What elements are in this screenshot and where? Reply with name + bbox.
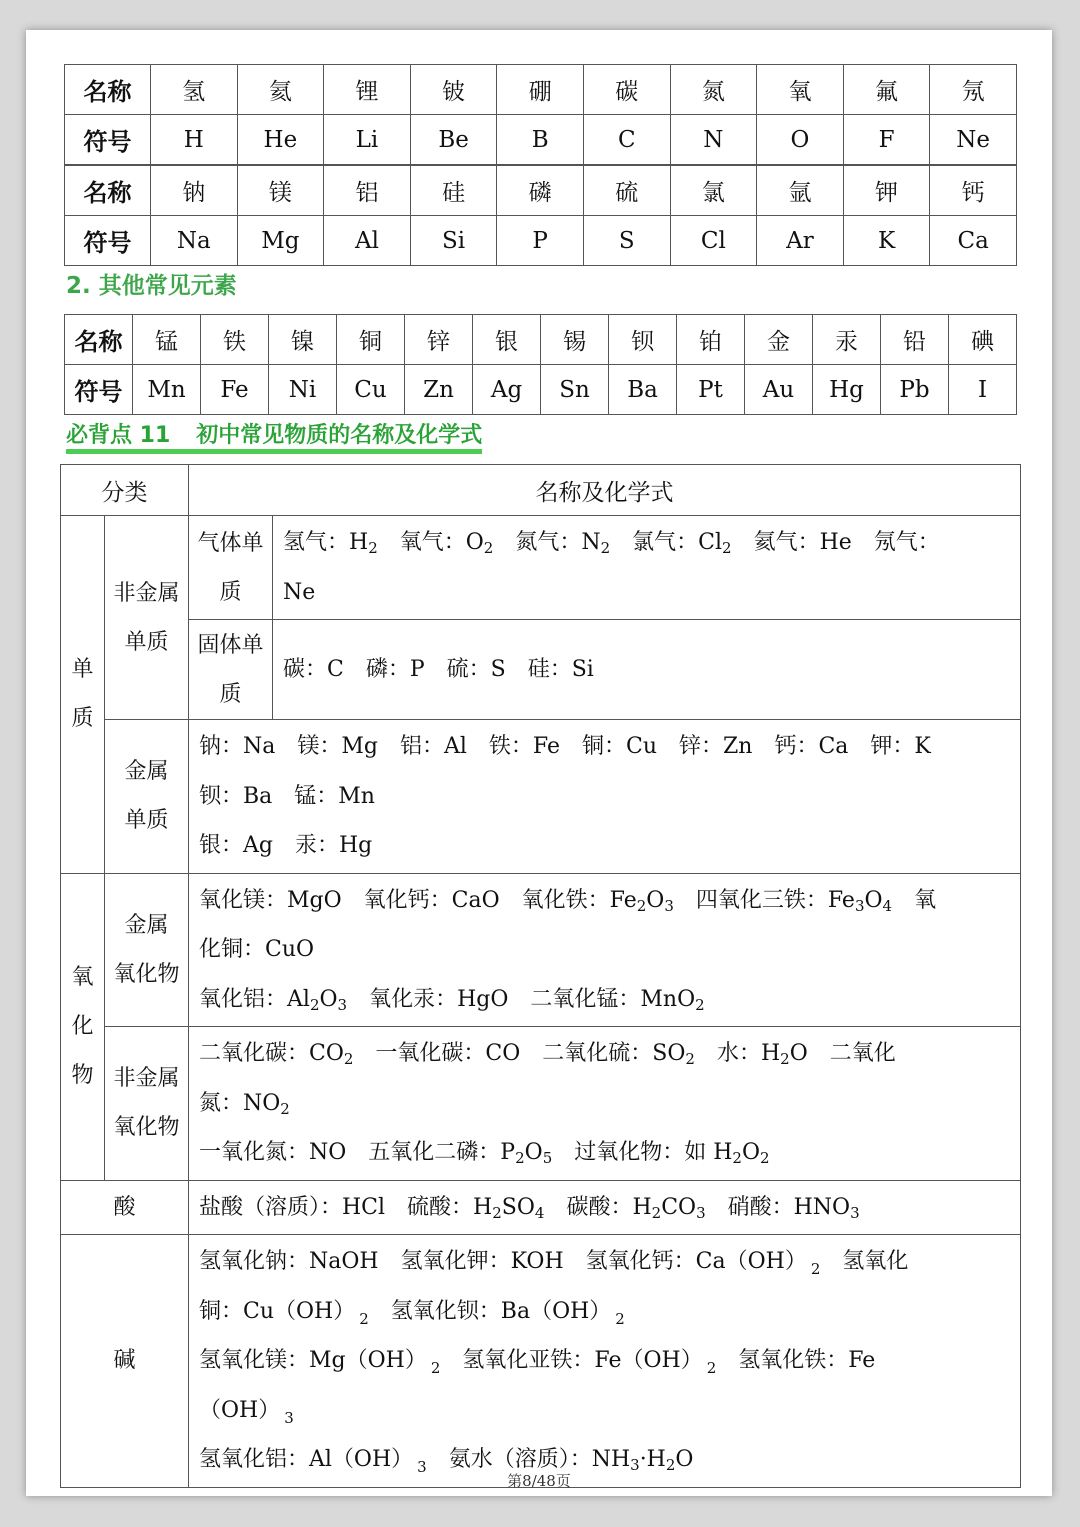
row-label: 名称 xyxy=(65,315,133,365)
subscript: 2 xyxy=(600,539,611,557)
formula-text: 氢氧化镁：Mg（OH） xyxy=(199,1348,427,1373)
formula-line xyxy=(199,1079,1010,1129)
formula-line xyxy=(199,1128,1010,1178)
element-cell: Zn xyxy=(405,365,473,415)
substance-table xyxy=(60,464,1021,1488)
heading-title: 初中常见物质的名称及化学式 xyxy=(196,423,483,448)
element-cell: Pb xyxy=(881,365,949,415)
formula-text: 氢氧化铁：Fe xyxy=(716,1348,876,1373)
element-cell: 钠 xyxy=(151,165,238,216)
element-cell: 铜 xyxy=(337,315,405,365)
formula-line xyxy=(199,1237,1010,1287)
formula-line xyxy=(199,1029,1010,1079)
element-cell: Al xyxy=(324,216,411,266)
subscript: 2 xyxy=(492,1203,502,1222)
subscript: 2 xyxy=(695,995,705,1014)
formula-text: O xyxy=(524,1140,543,1165)
element-row xyxy=(65,65,1017,115)
element-cell: 镁 xyxy=(237,165,324,216)
element-cell: N xyxy=(670,115,757,166)
element-cell: Fe xyxy=(201,365,269,415)
formula-text: CO xyxy=(661,1194,697,1220)
element-cell: Si xyxy=(410,216,497,266)
element-cell: 银 xyxy=(473,315,541,365)
category-nonmetal-oxide: 非金属 氧化物 xyxy=(105,1027,189,1181)
formula-text: O xyxy=(741,1140,761,1165)
element-cell: 硅 xyxy=(410,165,497,216)
element-cell: Au xyxy=(745,365,813,415)
formula-text: O 二氧化 xyxy=(789,1041,896,1066)
element-row xyxy=(65,315,1017,365)
element-cell: 氯 xyxy=(670,165,757,216)
formula-text: 一氧化氮：NO 五氧化二磷：P xyxy=(199,1140,516,1165)
formula-text: O xyxy=(646,887,665,913)
subscript: 3 xyxy=(284,1408,294,1427)
subscript: 2 xyxy=(722,539,732,557)
element-cell: C xyxy=(583,115,670,166)
element-cell: 氦 xyxy=(237,65,324,115)
subscript: 3 xyxy=(696,1203,706,1222)
subscript: 2 xyxy=(309,995,320,1014)
formula-text: （OH） xyxy=(199,1397,281,1423)
formula-text: O xyxy=(864,887,883,913)
formula-text: 过氧化物：如 H xyxy=(552,1140,733,1165)
formula-line: Ne xyxy=(283,579,316,605)
subscript: 2 xyxy=(615,1309,625,1328)
formula-text: 盐酸（溶质）：HCl 硫酸：H xyxy=(199,1194,493,1220)
element-cell: Na xyxy=(151,216,238,266)
formula-line xyxy=(199,1183,1010,1233)
element-cell: Ni xyxy=(269,365,337,415)
subscript: 2 xyxy=(515,1149,525,1167)
subscript: 2 xyxy=(685,1050,695,1068)
heading-point-11 xyxy=(66,418,482,454)
formula-text: 氧气：O xyxy=(377,530,484,555)
element-cell: 氮 xyxy=(670,65,757,115)
subscript: 2 xyxy=(810,1260,821,1278)
element-cell: Ca xyxy=(930,216,1017,266)
subscript: 4 xyxy=(882,896,893,915)
element-row xyxy=(65,165,1017,216)
formula-line: 银：Ag 汞：Hg xyxy=(199,833,373,858)
gas-elemental-content xyxy=(273,516,1021,620)
element-cell: 氧 xyxy=(757,65,844,115)
row-label: 符号 xyxy=(65,365,133,415)
element-cell: He xyxy=(237,115,324,166)
formula-text: 氯气：Cl xyxy=(610,530,723,555)
element-cell: Mn xyxy=(133,365,201,415)
element-table-main xyxy=(64,64,1017,266)
page-number: 第8/48页 xyxy=(507,1472,571,1490)
subscript: 2 xyxy=(343,1050,354,1068)
formula-text: 铜：Cu（OH） xyxy=(199,1298,356,1324)
formula-text: 氢氧化 xyxy=(820,1249,909,1274)
element-cell: Ag xyxy=(473,365,541,415)
formula-text: 氧化铝：Al xyxy=(199,986,310,1012)
element-cell: P xyxy=(497,216,584,266)
formula-line xyxy=(283,518,1010,568)
document-page xyxy=(26,30,1052,1496)
acid-content xyxy=(189,1180,1021,1235)
subscript: 2 xyxy=(483,539,494,557)
formula-line: 化铜：CuO xyxy=(199,937,315,962)
subscript: 2 xyxy=(665,1456,676,1474)
formula-text: 水：H xyxy=(694,1041,781,1066)
row-label: 符号 xyxy=(65,216,151,266)
category-oxide: 氧 化 物 xyxy=(61,873,105,1180)
element-cell: S xyxy=(583,216,670,266)
formula-text: 一氧化碳：CO 二氧化硫：SO xyxy=(353,1041,686,1066)
element-row xyxy=(65,365,1017,415)
category-elemental-substance: 单 质 xyxy=(61,516,105,874)
category-solid-elemental: 固体单 质 xyxy=(189,620,273,720)
header-category: 分类 xyxy=(61,465,189,516)
element-cell: 氖 xyxy=(930,65,1017,115)
subscript: 3 xyxy=(337,995,348,1014)
element-cell: 铂 xyxy=(677,315,745,365)
category-base: 碱 xyxy=(61,1235,189,1488)
element-table-other xyxy=(64,314,1017,415)
formula-line: 碳：C 磷：P 硫：S 硅：Si xyxy=(283,656,594,682)
element-cell: H xyxy=(151,115,238,166)
element-cell: 硼 xyxy=(497,65,584,115)
subscript: 3 xyxy=(417,1458,427,1476)
element-cell: I xyxy=(949,365,1017,415)
solid-elemental-content xyxy=(273,620,1021,720)
subscript: 2 xyxy=(359,1309,369,1328)
element-cell: 铁 xyxy=(201,315,269,365)
formula-text: SO xyxy=(501,1194,535,1220)
element-cell: 钙 xyxy=(930,165,1017,216)
element-cell: 氟 xyxy=(843,65,930,115)
metal-oxide-content xyxy=(189,873,1021,1027)
element-cell: F xyxy=(843,115,930,166)
formula-text: O xyxy=(675,1447,694,1472)
formula-text: 氧化镁：MgO 氧化钙：CaO 氧化铁：Fe xyxy=(199,887,637,913)
element-cell: Sn xyxy=(541,365,609,415)
formula-text: 氦气：He 氖气： xyxy=(731,530,940,555)
element-cell: Ar xyxy=(757,216,844,266)
element-cell: 锡 xyxy=(541,315,609,365)
subscript: 2 xyxy=(732,1149,742,1167)
element-cell: 铍 xyxy=(410,65,497,115)
base-content xyxy=(189,1235,1021,1488)
subscript: 3 xyxy=(664,896,674,915)
element-cell: 铝 xyxy=(324,165,411,216)
element-cell: Cu xyxy=(337,365,405,415)
element-cell: 氢 xyxy=(151,65,238,115)
element-cell: Ne xyxy=(930,115,1017,166)
subscript: 3 xyxy=(854,896,865,915)
formula-text: O xyxy=(319,986,338,1012)
formula-text: 氮：NO xyxy=(199,1090,281,1116)
subscript: 2 xyxy=(651,1203,662,1222)
formula-text: 氢氧化亚铁：Fe（OH） xyxy=(440,1348,703,1373)
row-label: 符号 xyxy=(65,115,151,166)
formula-text: 氧化汞：HgO 二氧化锰：MnO xyxy=(347,986,696,1012)
row-label: 名称 xyxy=(65,165,151,216)
metal-elemental-content xyxy=(189,720,1021,874)
category-gas-elemental: 气体单 质 xyxy=(189,516,273,620)
element-cell: 氩 xyxy=(757,165,844,216)
subscript: 4 xyxy=(534,1203,545,1222)
element-cell: K xyxy=(843,216,930,266)
formula-text: 四氧化三铁：Fe xyxy=(673,887,855,913)
formula-line xyxy=(199,876,1010,926)
formula-line: 钡：Ba 锰：Mn xyxy=(199,783,375,809)
nonmetal-oxide-content xyxy=(189,1027,1021,1181)
element-cell: B xyxy=(497,115,584,166)
subscript: 2 xyxy=(760,1149,770,1167)
formula-text: 氧 xyxy=(892,887,937,913)
element-cell: 镍 xyxy=(269,315,337,365)
formula-text: 硝酸：HNO xyxy=(705,1194,851,1220)
header-names-formulas: 名称及化学式 xyxy=(189,465,1021,516)
formula-line xyxy=(199,1386,1010,1436)
element-cell: Cl xyxy=(670,216,757,266)
formula-text: 氢氧化钠：NaOH 氢氧化钾：KOH 氢氧化钙：Ca（OH） xyxy=(199,1249,807,1274)
element-cell: Mg xyxy=(237,216,324,266)
element-cell: 锌 xyxy=(405,315,473,365)
element-cell: O xyxy=(757,115,844,166)
formula-text: 氢氧化钡：Ba（OH） xyxy=(368,1298,612,1324)
element-cell: Li xyxy=(324,115,411,166)
element-cell: 磷 xyxy=(497,165,584,216)
category-metal-elemental: 金属 单质 xyxy=(105,720,189,874)
formula-text: 氢气：H xyxy=(283,530,369,555)
formula-text: ·H xyxy=(639,1447,666,1472)
formula-text: 氨水（溶质）：NH xyxy=(426,1447,631,1472)
section-title-other-elements: 2. 其他常见元素 xyxy=(66,273,237,299)
element-cell: 锂 xyxy=(324,65,411,115)
subscript: 3 xyxy=(630,1456,640,1474)
element-cell: 碘 xyxy=(949,315,1017,365)
element-cell: 金 xyxy=(745,315,813,365)
formula-line xyxy=(199,1287,1010,1337)
formula-text: 碳酸：H xyxy=(544,1194,652,1220)
formula-line xyxy=(199,975,1010,1025)
subscript: 2 xyxy=(430,1359,441,1377)
category-nonmetal-elemental: 非金属 单质 xyxy=(105,516,189,720)
subscript: 2 xyxy=(280,1099,290,1118)
formula-text: 氢氧化铝：Al（OH） xyxy=(199,1447,414,1472)
category-acid: 酸 xyxy=(61,1180,189,1235)
formula-line: 钠：Na 镁：Mg 铝：Al 铁：Fe 铜：Cu 锌：Zn 钙：Ca 钾：K xyxy=(199,734,931,759)
formula-text: 二氧化碳：CO xyxy=(199,1041,344,1066)
element-row xyxy=(65,216,1017,266)
element-cell: 硫 xyxy=(583,165,670,216)
heading-number: 必背点 11 xyxy=(66,423,171,448)
element-cell: Ba xyxy=(609,365,677,415)
element-cell: 钡 xyxy=(609,315,677,365)
element-cell: 铅 xyxy=(881,315,949,365)
element-cell: Hg xyxy=(813,365,881,415)
element-cell: Be xyxy=(410,115,497,166)
element-cell: Pt xyxy=(677,365,745,415)
element-cell: 钾 xyxy=(843,165,930,216)
subscript: 5 xyxy=(542,1149,553,1167)
element-row xyxy=(65,115,1017,166)
subscript: 2 xyxy=(368,539,378,557)
element-cell: 锰 xyxy=(133,315,201,365)
subscript: 2 xyxy=(706,1359,717,1377)
subscript: 2 xyxy=(780,1050,790,1068)
formula-line xyxy=(199,1336,1010,1386)
category-metal-oxide: 金属 氧化物 xyxy=(105,873,189,1027)
subscript: 2 xyxy=(636,896,647,915)
element-cell: 碳 xyxy=(583,65,670,115)
row-label: 名称 xyxy=(65,65,151,115)
element-cell: 汞 xyxy=(813,315,881,365)
formula-text: 氮气：N xyxy=(493,530,601,555)
subscript: 3 xyxy=(850,1203,860,1222)
